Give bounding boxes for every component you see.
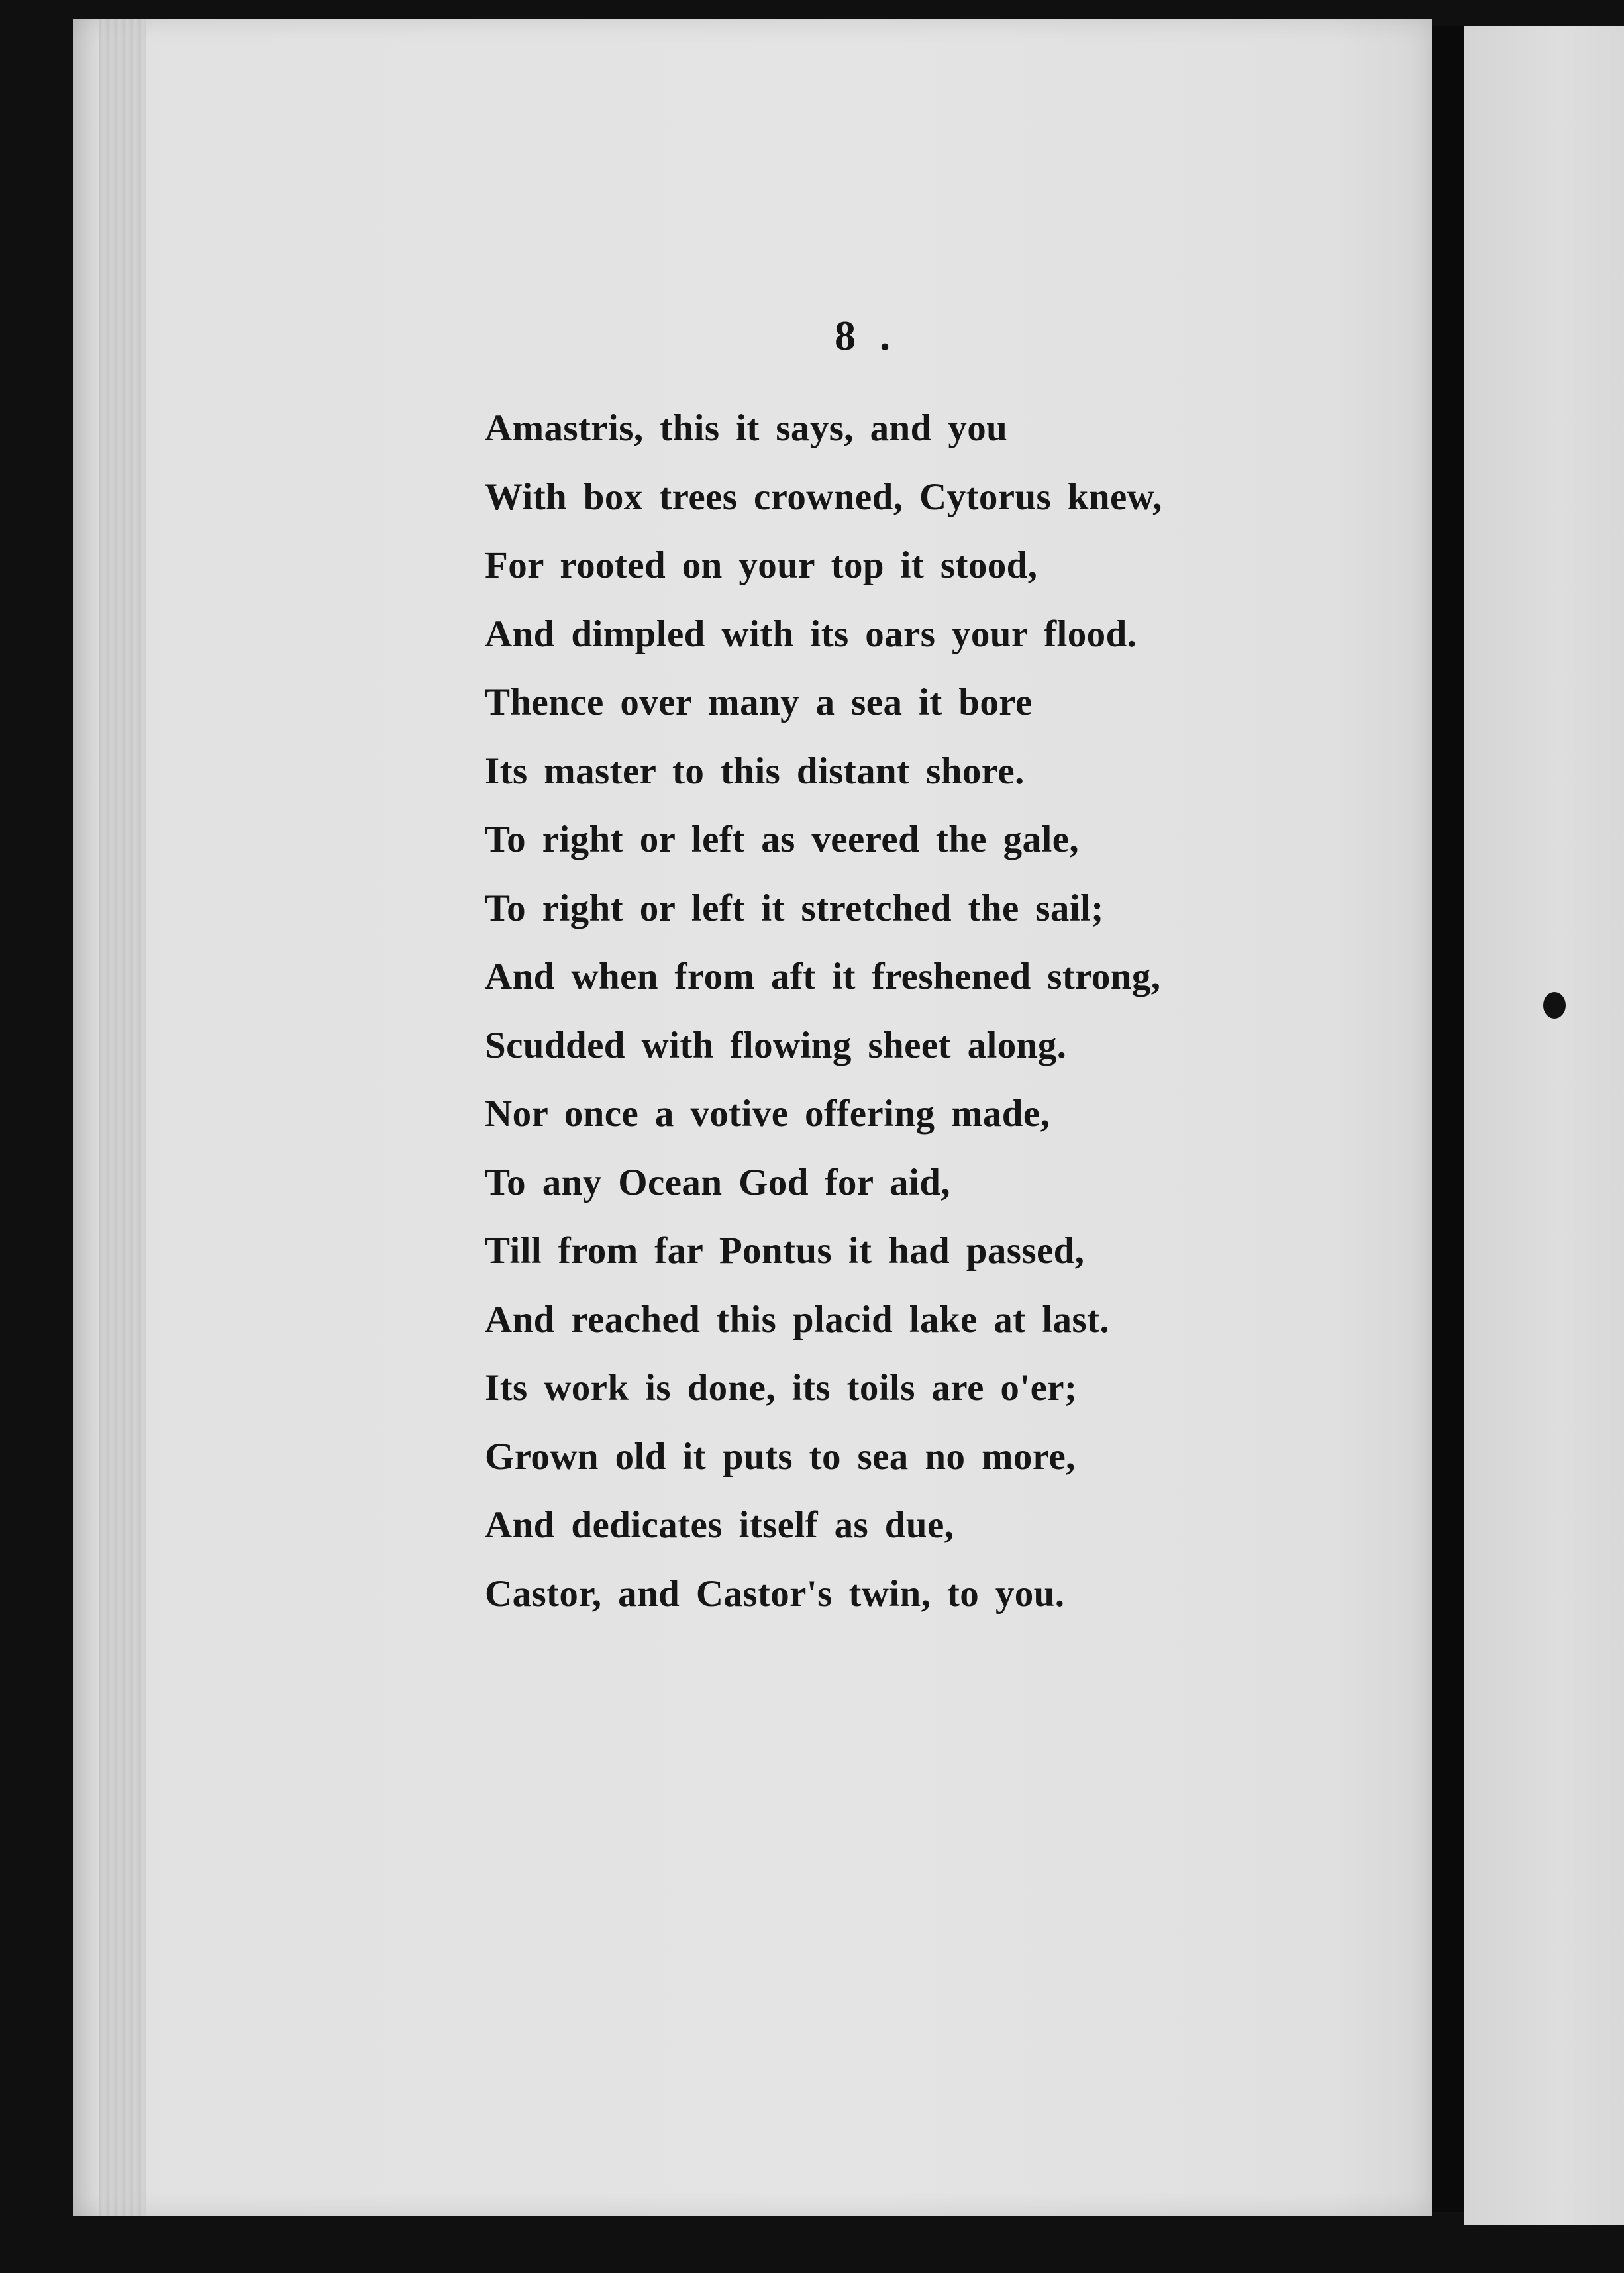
page-number: 8 . [835,312,897,359]
poem-line: Scudded with flowing sheet along. [485,1024,1067,1066]
poem-line: Its work is done, its toils are o'er; [485,1367,1078,1409]
poem-line: And when from aft it freshened strong, [485,956,1161,997]
poem-text [485,394,1162,1628]
poem-line: Till from far Pontus it had passed, [485,1230,1085,1272]
poem-line: Thence over many a sea it bore [485,682,1033,723]
poem-line: Castor, and Castor's twin, to you. [485,1572,1065,1615]
page-edge-shadow [99,19,146,2216]
right-page-edge [1464,26,1624,2225]
poem-line: To right or left as veered the gale, [485,819,1080,860]
poem-line: Its master to this distant shore. [485,750,1025,792]
poem-line: Amastris, this it says, and you [485,407,1008,449]
poem-line: To any Ocean God for aid, [485,1161,950,1203]
book-gutter [1432,26,1464,2212]
poem-line: To right or left it stretched the sail; [485,887,1104,929]
poem-line: For rooted on your top it stood, [485,544,1038,586]
poem-line: And reached this placid lake at last. [485,1298,1110,1340]
ink-spot [1543,992,1566,1019]
poem-line: And dimpled with its oars your flood. [485,613,1137,655]
poem-line: Nor once a votive offering made, [485,1093,1050,1135]
poem-line: Grown old it puts to sea no more, [485,1435,1076,1478]
poem-line: With box trees crowned, Cytorus knew, [485,476,1162,518]
poem-line: And dedicates itself as due, [485,1504,954,1546]
